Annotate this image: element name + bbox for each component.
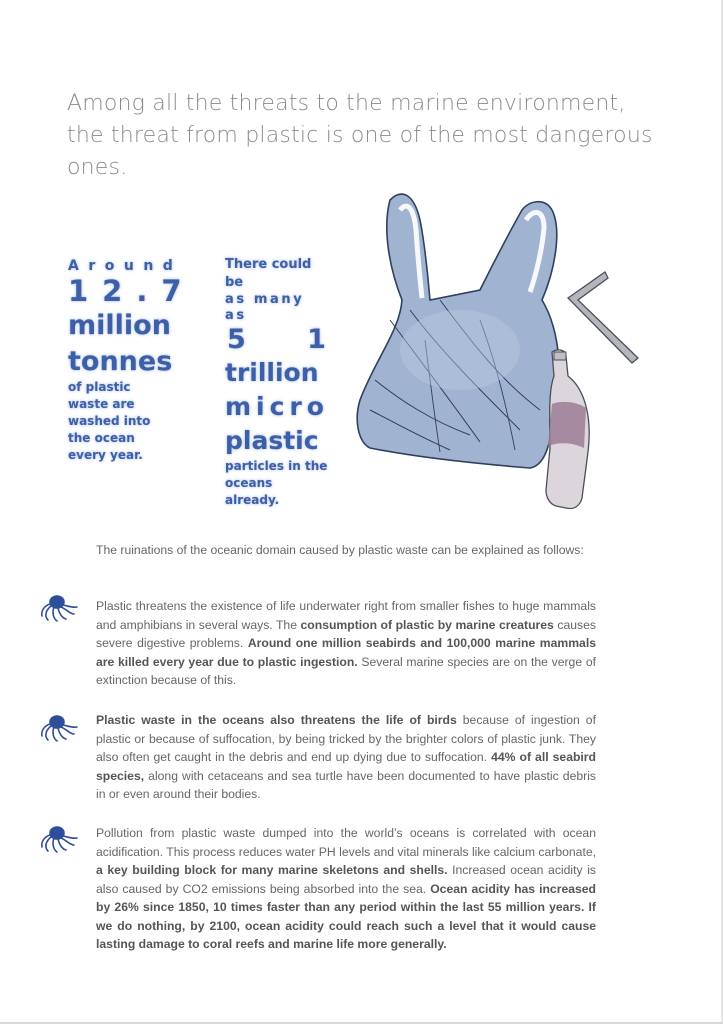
point-2-text-1: because of ingestion of plastic or because of suffocation, by being tricked by the brighter colors of plastic junk. They also often get caught in the debris and end up dying due to suffocation. bbox=[96, 713, 596, 764]
stat-2-plastic: plastic bbox=[225, 426, 319, 455]
stat-1-caption: of plastic waste are washed into the ocean every year. bbox=[68, 380, 151, 462]
stat-2-intro-line-2: as many as bbox=[225, 292, 305, 323]
stat-2-caption: particles in the oceans already. bbox=[225, 459, 328, 507]
point-1-text-2: causes severe digestive problems. bbox=[96, 617, 596, 650]
point-3-text-1: Pollution from plastic waste dumped into the world’s oceans is correlated with ocean acidification. This process reduces water PH levels and vital minerals like calcium carbonate, bbox=[96, 826, 596, 859]
stat-2-trillion: trillion bbox=[225, 358, 319, 387]
stat-1-intro: Around bbox=[68, 258, 183, 274]
stat-plastic-tonnes bbox=[68, 256, 196, 464]
octopus-icon bbox=[40, 825, 80, 855]
stat-microplastic bbox=[225, 256, 329, 509]
stat-1-tonnes: tonnes bbox=[68, 346, 173, 377]
stat-2-micro: micro bbox=[225, 392, 329, 421]
point-1-bold-1: consumption of plastic by marine creatures bbox=[300, 617, 554, 632]
point-3-paragraph bbox=[96, 824, 596, 954]
point-1-paragraph bbox=[96, 597, 596, 690]
headline: Among all the threats to the marine environment, the threat from plastic is one of the most dangerous ones. bbox=[67, 91, 653, 180]
octopus-icon bbox=[40, 594, 80, 624]
octopus-icon bbox=[40, 714, 80, 744]
point-3-bold-1: a key building block for many marine skeletons and shells. bbox=[96, 863, 448, 877]
point-2-bold-2: 44% of all seabird species, bbox=[96, 750, 596, 783]
stat-1-number: 12.7 bbox=[68, 274, 196, 308]
straw-illustration bbox=[568, 272, 638, 363]
stat-2-number: 5 1 bbox=[227, 324, 326, 355]
point-1-text-3: Several marine species are on the verge of extinction because of this. bbox=[96, 654, 596, 687]
plastic-waste-illustration bbox=[330, 180, 660, 520]
intro-paragraph: The ruinations of the oceanic domain caused by plastic waste can be explained as follows: bbox=[96, 543, 584, 557]
stat-1-million: million bbox=[68, 310, 171, 341]
point-1-text-1: Plastic threatens the existence of life underwater right from smaller fishes to huge mammals and amphibians in several ways. The bbox=[96, 599, 596, 632]
stat-2-intro-line-1: There could be bbox=[225, 257, 312, 290]
point-3-text-2: Increased ocean acidity is also caused by CO2 emissions being absorbed into the sea. bbox=[96, 863, 596, 896]
plastic-bag-illustration bbox=[357, 194, 559, 468]
point-3-bold-2: Ocean acidity has increased by 26% since 1850, 10 times faster than any period within the last 55 million years. If we do nothing, by 2100, ocean acidity could reach such a level that it would cause lasting damage to coral reefs and marine life more generally. bbox=[96, 881, 597, 951]
point-2-bold-1: Plastic waste in the oceans also threatens the life of birds bbox=[96, 713, 457, 727]
point-2-text-2: along with cetaceans and sea turtle have been documented to have plastic debris in or even around their bodies. bbox=[96, 768, 596, 801]
point-1-bold-2: Around one million seabirds and 100,000 marine mammals are killed every year due to plastic ingestion. bbox=[96, 636, 596, 669]
point-2-paragraph bbox=[96, 711, 596, 804]
